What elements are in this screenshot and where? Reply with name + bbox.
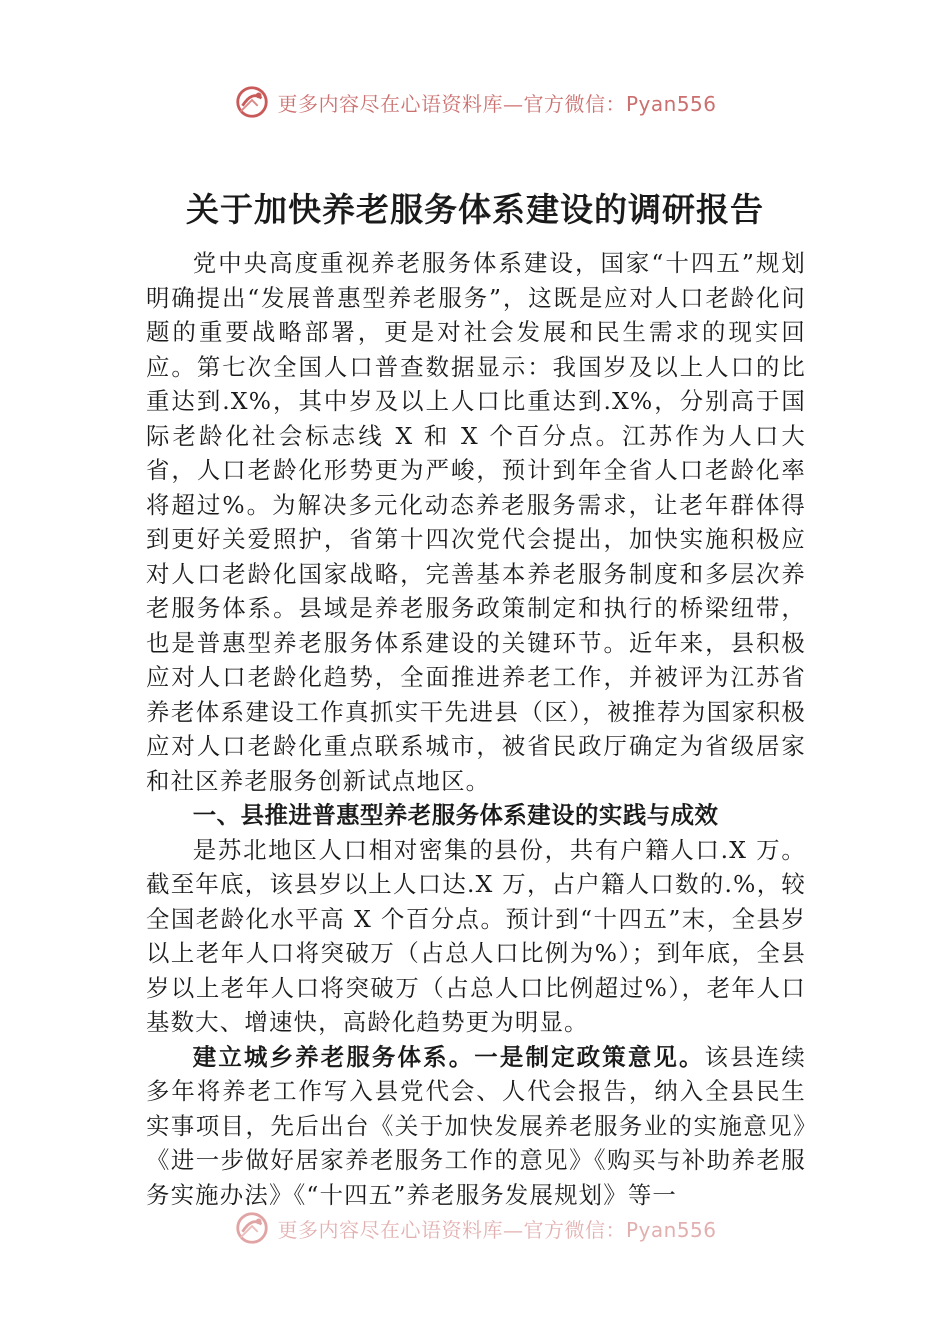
section-heading-1: 一、县推进普惠型养老服务体系建设的实践与成效: [192, 801, 719, 829]
document-title: 关于加快养老服务体系建设的调研报告: [186, 190, 764, 229]
document-body: [146, 246, 806, 1212]
watermark-banner-bottom: [0, 1206, 950, 1250]
paragraph-system-text: 该县连续多年将养老工作写入县党代会、人代会报告，纳入全县民生实事项目，先后出台《关于加快发展养老服务业的实施意见》《进一步做好居家养老服务工作的意见》《购买与补助养老服务实施办法》《“十四五”养老服务发展规划》等一: [146, 1042, 806, 1209]
watermark-text: 更多内容尽在心语资料库—官方微信：Pyan556: [277, 91, 717, 116]
watermark-banner-top: [0, 80, 950, 124]
paragraph-system: [146, 1040, 806, 1213]
paragraph-intro: 党中央高度重视养老服务体系建设，国家“十四五”规划明确提出“发展普惠型养老服务”，这既是应对人口老龄化问题的重要战略部署，更是对社会发展和民生需求的现实回应。第七次全国人口普查数据显示：我国岁及以上人口的比重达到.X%，其中岁及以上人口比重达到.X%，分别高于国际老龄化社会标志线 X 和 X 个百分点。江苏作为人口大省，人口老龄化形势更为严峻，预计到年全省人口老龄化率将超过%。为解决多元化动态养老服务需求，让老年群体得到更好关爱照护，省第十四次党代会提出，加快实施积极应对人口老龄化国家战略，完善基本养老服务制度和多层次养老服务体系。县域是养老服务政策制定和执行的桥梁纽带，也是普惠型养老服务体系建设的关键环节。近年来，县积极应对人口老龄化趋势，全面推进养老工作，并被评为江苏省养老体系建设工作真抓实干先进县（区），被推荐为国家积极应对人口老龄化重点联系城市，被省民政厅确定为省级居家和社区养老服务创新试点地区。: [146, 249, 806, 795]
logo-icon: [233, 83, 271, 121]
paragraph-population: 是苏北地区人口相对密集的县份，共有户籍人口.X 万。截至年底，该县岁以上人口达.X 万，占户籍人口数的.%，较全国老龄化水平高 X 个百分点。预计到“十四五”末，全县岁以上老年人口将突破万（占总人口比例为%）；到年底，全县岁以上老年人口将突破万（占总人口比例超过%），老年人口基数大、增速快，高龄化趋势更为明显。: [146, 835, 806, 1036]
paragraph-system-lead: 建立城乡养老服务体系。一是制定政策意见。: [192, 1042, 705, 1071]
logo-icon: [233, 1209, 271, 1247]
watermark-text: 更多内容尽在心语资料库—官方微信：Pyan556: [277, 1217, 717, 1242]
